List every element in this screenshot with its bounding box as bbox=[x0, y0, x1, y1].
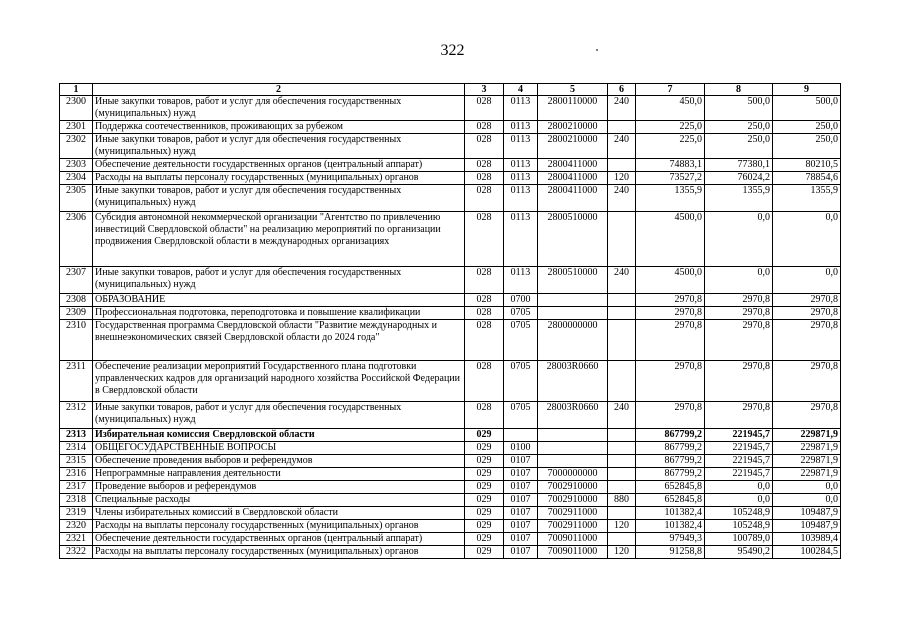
cell-vedomstvo: 029 bbox=[465, 468, 504, 481]
cell-vedomstvo: 029 bbox=[465, 481, 504, 494]
cell-razdel: 0107 bbox=[504, 507, 538, 520]
cell-amount-3: 80210,5 bbox=[773, 159, 841, 172]
table-row bbox=[60, 294, 841, 307]
row-name: Иные закупки товаров, работ и услуг для обеспечения государственных (муниципальных) нужд bbox=[93, 96, 465, 121]
cell-vedomstvo: 028 bbox=[465, 267, 504, 294]
cell-vedomstvo: 028 bbox=[465, 294, 504, 307]
cell-expense-type bbox=[608, 468, 636, 481]
cell-target-article: 2800510000 bbox=[538, 212, 608, 267]
row-name: Обеспечение реализации мероприятий Государственного плана подготовки управленческих кадров для организаций народного хозяйства Российской Федерации в Свердловской области bbox=[93, 361, 465, 402]
cell-razdel: 0113 bbox=[504, 185, 538, 212]
cell-amount-1: 2970,8 bbox=[636, 307, 705, 320]
row-name: Государственная программа Свердловской области "Развитие международных и внешнеэкономических связей Свердловской области до 2024 года" bbox=[93, 320, 465, 361]
scan-speck bbox=[596, 49, 598, 51]
table-row bbox=[60, 442, 841, 455]
cell-amount-3: 500,0 bbox=[773, 96, 841, 121]
cell-vedomstvo: 029 bbox=[465, 546, 504, 559]
column-header: 5 bbox=[538, 84, 608, 96]
cell-amount-1: 74883,1 bbox=[636, 159, 705, 172]
table-body bbox=[60, 96, 841, 559]
table-row bbox=[60, 134, 841, 159]
cell-amount-1: 91258,8 bbox=[636, 546, 705, 559]
row-name: Профессиональная подготовка, переподготовка и повышение квалификации bbox=[93, 307, 465, 320]
cell-amount-3: 229871,9 bbox=[773, 468, 841, 481]
table-row bbox=[60, 320, 841, 361]
cell-amount-1: 2970,8 bbox=[636, 402, 705, 429]
cell-amount-3: 0,0 bbox=[773, 267, 841, 294]
cell-amount-3: 2970,8 bbox=[773, 294, 841, 307]
column-header: 9 bbox=[773, 84, 841, 96]
row-name: Обеспечение деятельности государственных органов (центральный аппарат) bbox=[93, 533, 465, 546]
table-row bbox=[60, 429, 841, 442]
row-number: 2310 bbox=[60, 320, 93, 361]
cell-vedomstvo: 028 bbox=[465, 134, 504, 159]
row-number: 2314 bbox=[60, 442, 93, 455]
cell-expense-type: 240 bbox=[608, 96, 636, 121]
cell-amount-3: 0,0 bbox=[773, 212, 841, 267]
cell-expense-type bbox=[608, 533, 636, 546]
table-row bbox=[60, 121, 841, 134]
row-number: 2308 bbox=[60, 294, 93, 307]
cell-expense-type bbox=[608, 455, 636, 468]
cell-vedomstvo: 028 bbox=[465, 121, 504, 134]
row-name: Проведение выборов и референдумов bbox=[93, 481, 465, 494]
cell-amount-2: 221945,7 bbox=[705, 468, 773, 481]
table-row bbox=[60, 96, 841, 121]
row-name: Поддержка соотечественников, проживающих за рубежом bbox=[93, 121, 465, 134]
cell-target-article: 7002911000 bbox=[538, 507, 608, 520]
row-number: 2309 bbox=[60, 307, 93, 320]
column-header: 7 bbox=[636, 84, 705, 96]
cell-amount-3: 103989,4 bbox=[773, 533, 841, 546]
table-row bbox=[60, 172, 841, 185]
cell-amount-2: 0,0 bbox=[705, 267, 773, 294]
cell-amount-3: 2970,8 bbox=[773, 402, 841, 429]
cell-amount-3: 1355,9 bbox=[773, 185, 841, 212]
cell-amount-3: 229871,9 bbox=[773, 429, 841, 442]
cell-razdel: 0705 bbox=[504, 307, 538, 320]
cell-target-article bbox=[538, 307, 608, 320]
row-number: 2321 bbox=[60, 533, 93, 546]
cell-expense-type bbox=[608, 307, 636, 320]
cell-razdel: 0107 bbox=[504, 494, 538, 507]
cell-amount-3: 229871,9 bbox=[773, 442, 841, 455]
column-header: 2 bbox=[93, 84, 465, 96]
row-name: Обеспечение деятельности государственных органов (центральный аппарат) bbox=[93, 159, 465, 172]
row-number: 2322 bbox=[60, 546, 93, 559]
cell-razdel: 0107 bbox=[504, 455, 538, 468]
row-number: 2301 bbox=[60, 121, 93, 134]
cell-target-article bbox=[538, 442, 608, 455]
cell-vedomstvo: 029 bbox=[465, 507, 504, 520]
row-name: ОБРАЗОВАНИЕ bbox=[93, 294, 465, 307]
column-header: 6 bbox=[608, 84, 636, 96]
table-row bbox=[60, 307, 841, 320]
cell-amount-2: 2970,8 bbox=[705, 294, 773, 307]
cell-amount-2: 2970,8 bbox=[705, 361, 773, 402]
cell-vedomstvo: 028 bbox=[465, 320, 504, 361]
cell-vedomstvo: 029 bbox=[465, 533, 504, 546]
cell-razdel: 0113 bbox=[504, 212, 538, 267]
cell-amount-1: 652845,8 bbox=[636, 481, 705, 494]
cell-amount-2: 95490,2 bbox=[705, 546, 773, 559]
table-row bbox=[60, 402, 841, 429]
cell-amount-1: 4500,0 bbox=[636, 212, 705, 267]
row-name: Иные закупки товаров, работ и услуг для обеспечения государственных (муниципальных) нужд bbox=[93, 267, 465, 294]
row-number: 2302 bbox=[60, 134, 93, 159]
cell-amount-3: 109487,9 bbox=[773, 520, 841, 533]
cell-target-article: 7002910000 bbox=[538, 481, 608, 494]
column-header: 8 bbox=[705, 84, 773, 96]
column-header: 3 bbox=[465, 84, 504, 96]
cell-amount-2: 250,0 bbox=[705, 134, 773, 159]
cell-razdel: 0113 bbox=[504, 267, 538, 294]
cell-amount-2: 100789,0 bbox=[705, 533, 773, 546]
row-name: Иные закупки товаров, работ и услуг для обеспечения государственных (муниципальных) нужд bbox=[93, 185, 465, 212]
cell-target-article: 2800000000 bbox=[538, 320, 608, 361]
cell-vedomstvo: 028 bbox=[465, 212, 504, 267]
row-number: 2307 bbox=[60, 267, 93, 294]
row-name: Избирательная комиссия Свердловской области bbox=[93, 429, 465, 442]
cell-razdel: 0700 bbox=[504, 294, 538, 307]
cell-target-article: 2800210000 bbox=[538, 121, 608, 134]
row-number: 2315 bbox=[60, 455, 93, 468]
cell-amount-1: 2970,8 bbox=[636, 320, 705, 361]
cell-razdel: 0705 bbox=[504, 320, 538, 361]
cell-amount-2: 1355,9 bbox=[705, 185, 773, 212]
row-number: 2305 bbox=[60, 185, 93, 212]
cell-razdel: 0107 bbox=[504, 533, 538, 546]
cell-amount-2: 77380,1 bbox=[705, 159, 773, 172]
row-name: Расходы на выплаты персоналу государственных (муниципальных) органов bbox=[93, 172, 465, 185]
cell-razdel: 0113 bbox=[504, 96, 538, 121]
cell-target-article: 2800411000 bbox=[538, 185, 608, 212]
row-name: Иные закупки товаров, работ и услуг для обеспечения государственных (муниципальных) нужд bbox=[93, 402, 465, 429]
cell-target-article: 28003R0660 bbox=[538, 402, 608, 429]
cell-target-article: 7009011000 bbox=[538, 533, 608, 546]
cell-target-article bbox=[538, 294, 608, 307]
cell-razdel: 0705 bbox=[504, 361, 538, 402]
cell-vedomstvo: 029 bbox=[465, 455, 504, 468]
cell-razdel: 0113 bbox=[504, 159, 538, 172]
cell-amount-2: 2970,8 bbox=[705, 307, 773, 320]
cell-target-article: 2800110000 bbox=[538, 96, 608, 121]
table-row bbox=[60, 185, 841, 212]
table-row bbox=[60, 494, 841, 507]
cell-expense-type bbox=[608, 121, 636, 134]
row-name: Члены избирательных комиссий в Свердловской области bbox=[93, 507, 465, 520]
cell-amount-3: 250,0 bbox=[773, 121, 841, 134]
cell-amount-2: 0,0 bbox=[705, 494, 773, 507]
row-name: Специальные расходы bbox=[93, 494, 465, 507]
cell-amount-2: 221945,7 bbox=[705, 429, 773, 442]
table-row bbox=[60, 212, 841, 267]
cell-expense-type bbox=[608, 442, 636, 455]
cell-vedomstvo: 028 bbox=[465, 96, 504, 121]
cell-amount-2: 0,0 bbox=[705, 481, 773, 494]
cell-vedomstvo: 029 bbox=[465, 494, 504, 507]
row-name: ОБЩЕГОСУДАРСТВЕННЫЕ ВОПРОСЫ bbox=[93, 442, 465, 455]
cell-amount-2: 0,0 bbox=[705, 212, 773, 267]
row-name: Расходы на выплаты персоналу государственных (муниципальных) органов bbox=[93, 546, 465, 559]
cell-razdel: 0107 bbox=[504, 520, 538, 533]
cell-expense-type: 120 bbox=[608, 520, 636, 533]
table-row bbox=[60, 361, 841, 402]
row-name: Непрограммные направления деятельности bbox=[93, 468, 465, 481]
cell-amount-2: 221945,7 bbox=[705, 442, 773, 455]
cell-expense-type: 240 bbox=[608, 134, 636, 159]
cell-target-article: 2800210000 bbox=[538, 134, 608, 159]
cell-razdel: 0107 bbox=[504, 546, 538, 559]
cell-vedomstvo: 028 bbox=[465, 402, 504, 429]
cell-razdel: 0113 bbox=[504, 121, 538, 134]
cell-target-article: 7000000000 bbox=[538, 468, 608, 481]
cell-expense-type: 240 bbox=[608, 267, 636, 294]
cell-vedomstvo: 029 bbox=[465, 442, 504, 455]
table-row bbox=[60, 468, 841, 481]
table-row bbox=[60, 507, 841, 520]
cell-amount-1: 2970,8 bbox=[636, 294, 705, 307]
row-name: Иные закупки товаров, работ и услуг для обеспечения государственных (муниципальных) нужд bbox=[93, 134, 465, 159]
cell-amount-2: 105248,9 bbox=[705, 520, 773, 533]
table-row bbox=[60, 455, 841, 468]
row-number: 2318 bbox=[60, 494, 93, 507]
cell-amount-1: 867799,2 bbox=[636, 455, 705, 468]
cell-expense-type: 120 bbox=[608, 546, 636, 559]
cell-amount-1: 867799,2 bbox=[636, 442, 705, 455]
cell-target-article: 7002910000 bbox=[538, 494, 608, 507]
cell-razdel: 0705 bbox=[504, 402, 538, 429]
row-number: 2306 bbox=[60, 212, 93, 267]
cell-amount-3: 0,0 bbox=[773, 494, 841, 507]
cell-amount-2: 221945,7 bbox=[705, 455, 773, 468]
cell-amount-3: 100284,5 bbox=[773, 546, 841, 559]
cell-razdel bbox=[504, 429, 538, 442]
cell-expense-type bbox=[608, 429, 636, 442]
cell-expense-type: 880 bbox=[608, 494, 636, 507]
cell-amount-2: 500,0 bbox=[705, 96, 773, 121]
cell-razdel: 0113 bbox=[504, 172, 538, 185]
cell-amount-1: 225,0 bbox=[636, 121, 705, 134]
cell-razdel: 0113 bbox=[504, 134, 538, 159]
cell-target-article bbox=[538, 429, 608, 442]
cell-expense-type bbox=[608, 294, 636, 307]
cell-amount-1: 867799,2 bbox=[636, 429, 705, 442]
row-name: Обеспечение проведения выборов и референдумов bbox=[93, 455, 465, 468]
row-number: 2316 bbox=[60, 468, 93, 481]
cell-amount-1: 4500,0 bbox=[636, 267, 705, 294]
page-number: 322 bbox=[440, 42, 465, 59]
cell-target-article: 2800411000 bbox=[538, 172, 608, 185]
cell-target-article: 28003R0660 bbox=[538, 361, 608, 402]
budget-table bbox=[59, 83, 841, 559]
table-row bbox=[60, 481, 841, 494]
cell-amount-1: 867799,2 bbox=[636, 468, 705, 481]
cell-expense-type bbox=[608, 507, 636, 520]
cell-vedomstvo: 029 bbox=[465, 429, 504, 442]
cell-vedomstvo: 028 bbox=[465, 361, 504, 402]
column-header: 1 bbox=[60, 84, 93, 96]
cell-amount-1: 1355,9 bbox=[636, 185, 705, 212]
cell-expense-type bbox=[608, 361, 636, 402]
cell-amount-3: 250,0 bbox=[773, 134, 841, 159]
cell-target-article: 7002911000 bbox=[538, 520, 608, 533]
cell-expense-type bbox=[608, 159, 636, 172]
cell-amount-2: 2970,8 bbox=[705, 320, 773, 361]
cell-amount-3: 78854,6 bbox=[773, 172, 841, 185]
column-header: 4 bbox=[504, 84, 538, 96]
cell-expense-type: 120 bbox=[608, 172, 636, 185]
cell-amount-2: 2970,8 bbox=[705, 402, 773, 429]
cell-vedomstvo: 028 bbox=[465, 159, 504, 172]
cell-amount-1: 652845,8 bbox=[636, 494, 705, 507]
row-number: 2312 bbox=[60, 402, 93, 429]
cell-amount-1: 73527,2 bbox=[636, 172, 705, 185]
cell-razdel: 0107 bbox=[504, 468, 538, 481]
cell-expense-type bbox=[608, 212, 636, 267]
cell-amount-3: 109487,9 bbox=[773, 507, 841, 520]
cell-amount-3: 0,0 bbox=[773, 481, 841, 494]
cell-razdel: 0107 bbox=[504, 481, 538, 494]
row-number: 2319 bbox=[60, 507, 93, 520]
cell-vedomstvo: 028 bbox=[465, 172, 504, 185]
table-header-row bbox=[60, 84, 841, 96]
table-row bbox=[60, 533, 841, 546]
cell-target-article: 7009011000 bbox=[538, 546, 608, 559]
row-number: 2300 bbox=[60, 96, 93, 121]
cell-amount-2: 250,0 bbox=[705, 121, 773, 134]
cell-razdel: 0100 bbox=[504, 442, 538, 455]
cell-expense-type: 240 bbox=[608, 185, 636, 212]
row-name: Субсидия автономной некоммерческой организации "Агентство по привлечению инвестиций Свердловской области" на реализацию мероприятий по организации продвижения Свердловской области в международных организациях bbox=[93, 212, 465, 267]
row-name: Расходы на выплаты персоналу государственных (муниципальных) органов bbox=[93, 520, 465, 533]
cell-target-article: 2800510000 bbox=[538, 267, 608, 294]
cell-amount-1: 2970,8 bbox=[636, 361, 705, 402]
cell-target-article: 2800411000 bbox=[538, 159, 608, 172]
cell-amount-3: 2970,8 bbox=[773, 307, 841, 320]
cell-amount-2: 76024,2 bbox=[705, 172, 773, 185]
cell-amount-1: 450,0 bbox=[636, 96, 705, 121]
cell-expense-type bbox=[608, 320, 636, 361]
cell-amount-1: 101382,4 bbox=[636, 520, 705, 533]
row-number: 2303 bbox=[60, 159, 93, 172]
cell-amount-1: 101382,4 bbox=[636, 507, 705, 520]
table-row bbox=[60, 267, 841, 294]
row-number: 2311 bbox=[60, 361, 93, 402]
row-number: 2313 bbox=[60, 429, 93, 442]
cell-amount-3: 2970,8 bbox=[773, 361, 841, 402]
cell-amount-3: 229871,9 bbox=[773, 455, 841, 468]
row-number: 2320 bbox=[60, 520, 93, 533]
cell-amount-1: 97949,3 bbox=[636, 533, 705, 546]
cell-expense-type: 240 bbox=[608, 402, 636, 429]
table-row bbox=[60, 520, 841, 533]
cell-vedomstvo: 028 bbox=[465, 185, 504, 212]
cell-vedomstvo: 028 bbox=[465, 307, 504, 320]
row-number: 2304 bbox=[60, 172, 93, 185]
cell-vedomstvo: 029 bbox=[465, 520, 504, 533]
cell-amount-3: 2970,8 bbox=[773, 320, 841, 361]
table-row bbox=[60, 546, 841, 559]
cell-amount-1: 225,0 bbox=[636, 134, 705, 159]
table-row bbox=[60, 159, 841, 172]
row-number: 2317 bbox=[60, 481, 93, 494]
cell-expense-type bbox=[608, 481, 636, 494]
cell-target-article bbox=[538, 455, 608, 468]
cell-amount-2: 105248,9 bbox=[705, 507, 773, 520]
